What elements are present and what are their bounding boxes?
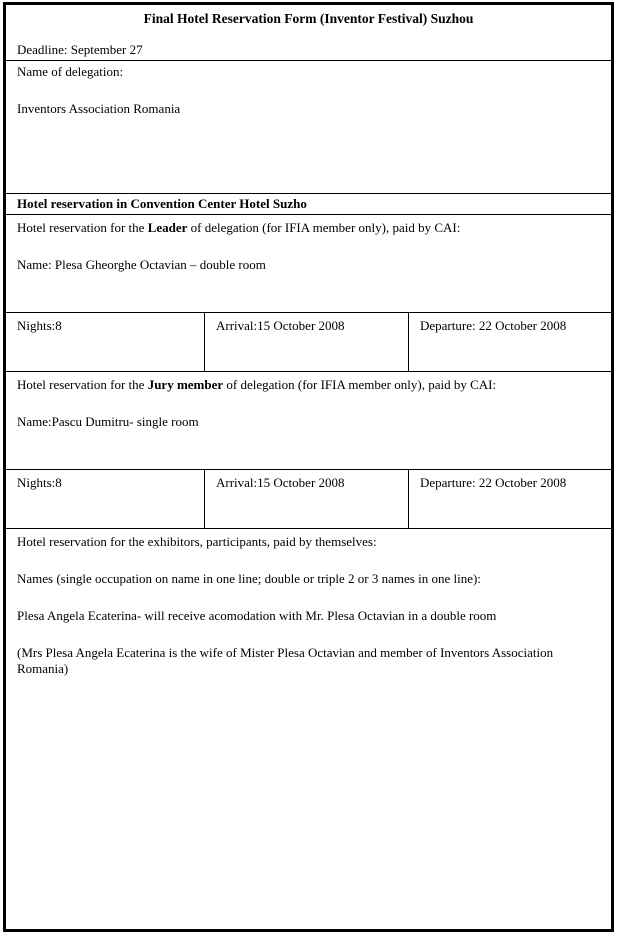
delegation-spacer: [17, 80, 611, 101]
leader-description-cell: [6, 215, 611, 273]
jury-description-suffix: of delegation (for IFIA member only), paid by CAI:: [223, 377, 497, 392]
jury-role-label: Jury member: [147, 377, 224, 392]
exhibitors-note: (Mrs Plesa Angela Ecaterina is the wife of Mister Plesa Octavian and member of Inventors Association Romania): [17, 645, 554, 676]
page-title: Final Hotel Reservation Form (Inventor Festival) Suzhou: [143, 11, 474, 26]
leader-dates-row: [6, 313, 611, 372]
leader-nights: Nights:8: [6, 313, 205, 371]
delegation-value: Inventors Association Romania: [17, 101, 181, 116]
delegation-cell: [6, 61, 611, 117]
jury-description: [17, 377, 611, 393]
jury-spacer: [17, 393, 611, 414]
jury-departure: Departure: 22 October 2008: [420, 475, 567, 490]
jury-description-cell: [6, 372, 611, 430]
jury-description-row: [6, 372, 611, 470]
exhibitors-names-instruction: Names (single occupation on name in one line; double or triple 2 or 3 names in one line):: [17, 571, 481, 586]
leader-name-line: Name: Plesa Gheorghe Octavian – double room: [17, 257, 266, 272]
exhibitors-description: Hotel reservation for the exhibitors, participants, paid by themselves:: [17, 534, 377, 549]
leader-arrival: Arrival:15 October 2008: [205, 313, 409, 371]
jury-arrival: Arrival:15 October 2008: [205, 470, 409, 528]
section-heading: Hotel reservation in Convention Center Hotel Suzho: [17, 196, 307, 211]
deadline-text: Deadline: September 27: [17, 42, 143, 57]
exhibitors-cell: [6, 529, 611, 677]
section-header-row: [6, 194, 611, 215]
delegation-label: Name of delegation:: [17, 64, 124, 79]
jury-description-prefix: Hotel reservation for the: [17, 377, 148, 392]
jury-name-line: Name:Pascu Dumitru- single room: [17, 414, 199, 429]
leader-description-prefix: Hotel reservation for the: [17, 220, 148, 235]
leader-departure: Departure: 22 October 2008: [420, 318, 567, 333]
leader-description-suffix: of delegation (for IFIA member only), paid by CAI:: [187, 220, 461, 235]
reservation-form-table: [3, 2, 614, 932]
exhibitors-row: [6, 529, 611, 934]
leader-description: [17, 220, 611, 236]
exhibitors-entry: Plesa Angela Ecaterina- will receive acomodation with Mr. Plesa Octavian in a double room: [17, 608, 497, 623]
title-row: [6, 5, 611, 61]
jury-dates-row: [6, 470, 611, 529]
jury-nights: Nights:8: [6, 470, 205, 528]
leader-description-row: [6, 215, 611, 313]
leader-spacer: [17, 236, 611, 257]
leader-role-label: Leader: [147, 220, 188, 235]
delegation-row: [6, 61, 611, 194]
